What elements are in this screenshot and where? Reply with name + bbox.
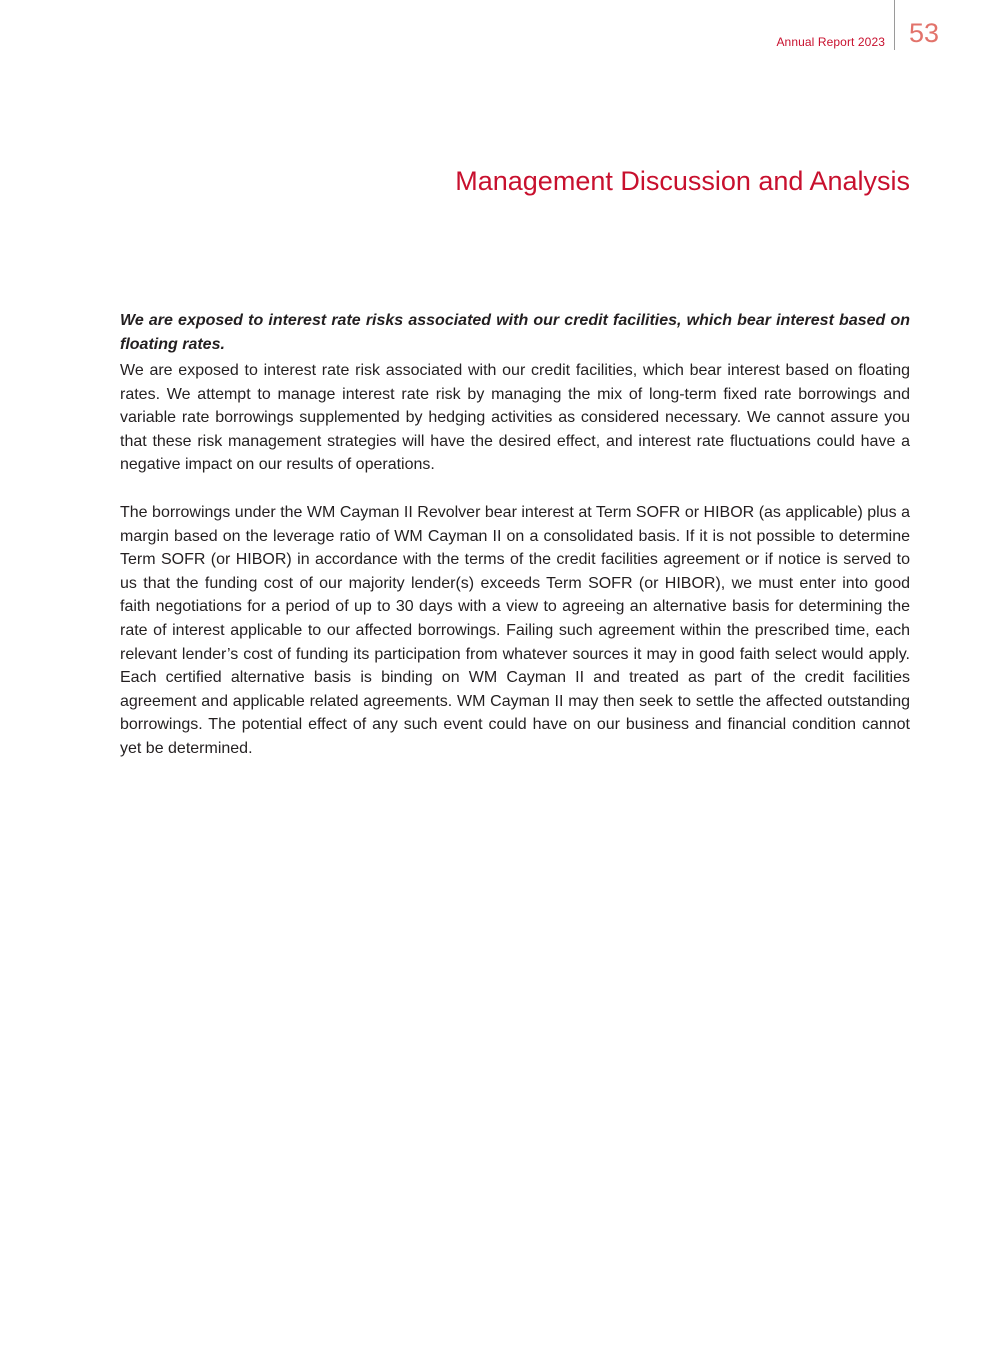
section-title: Management Discussion and Analysis [455, 166, 910, 196]
paragraph-revolver-borrowings: The borrowings under the WM Cayman II Revolver bear interest at Term SOFR or HIBOR (as applicable) plus a margin based on the leverage ratio of WM Cayman II on a consolidated basis. If it is not possible to determine Term SOFR (or HIBOR) in accordance with the terms of the credit facilities agreement or if notice is served to us that the funding cost of our majority lender(s) exceeds Term SOFR (or HIBOR), we must enter into good faith negotiations for a period of up to 30 days with a view to agreeing an alternative basis for determining the rate of interest applicable to our affected borrowings. Failing such agreement within the prescribed time, each relevant lender’s cost of funding its participation from whatever sources it may in good faith select would apply. Each certified alternative basis is binding on WM Cayman II and treated as part of the credit facilities agreement and applicable related agreements. WM Cayman II may then seek to settle the affected outstanding borrowings. The potential effect of any such event could have on our business and financial condition cannot yet be determined. [120, 503, 910, 757]
risk-heading: We are exposed to interest rate risks associated with our credit facilities, which bear interest based on floating rates. [120, 312, 910, 353]
main-content [120, 309, 910, 785]
header-divider [894, 0, 895, 50]
paragraph-interest-rate-risk: We are exposed to interest rate risk associated with our credit facilities, which bear interest based on floating rates. We attempt to manage interest rate risk by managing the mix of long-term fixed rate borrowings and variable rate borrowings supplemented by hedging activities as considered necessary. We cannot assure you that these risk management strategies will have the desired effect, and interest rate fluctuations could have a negative impact on our results of operations. [120, 362, 910, 474]
report-title: Annual Report 2023 [776, 35, 885, 49]
page-number: 53 [909, 18, 940, 48]
